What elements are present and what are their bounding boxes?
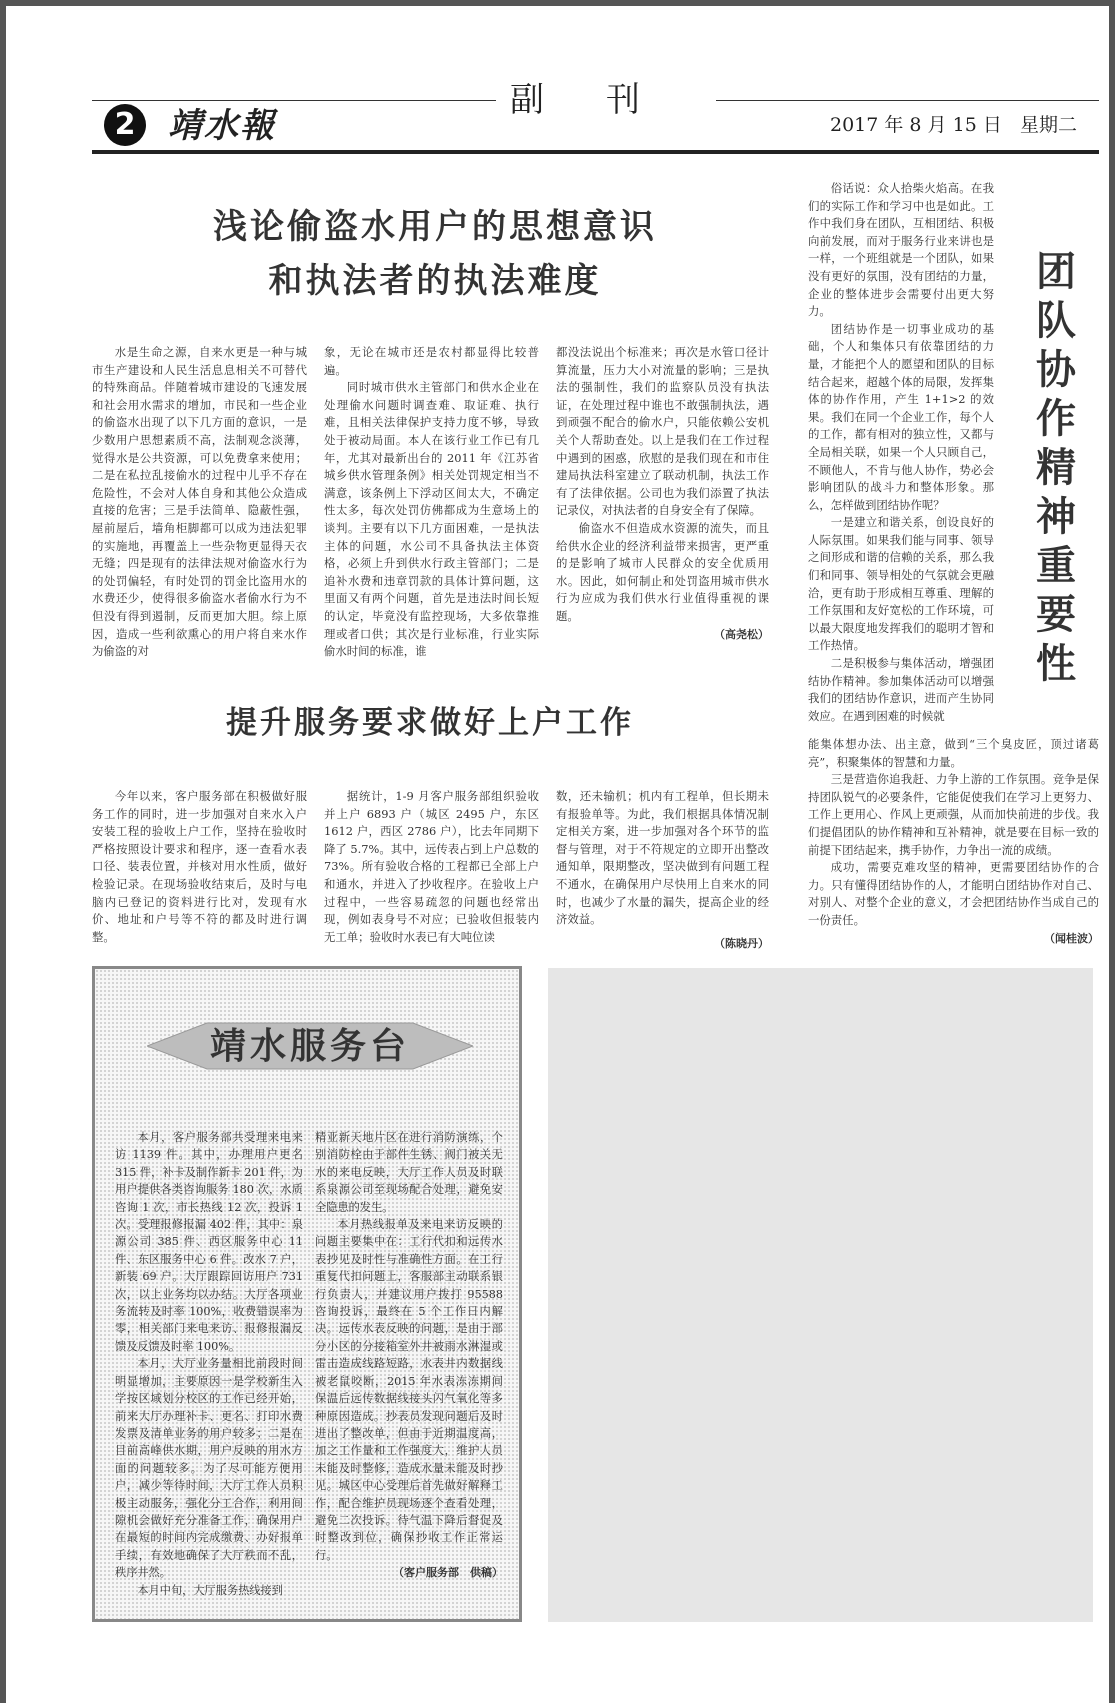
service-column-1	[115, 1129, 303, 1599]
article3-upper-column	[808, 180, 994, 725]
article1-column-1	[92, 344, 307, 661]
article2-byline: （陈晓丹）	[714, 936, 769, 950]
article3-vertical-title	[1026, 248, 1086, 689]
article1-byline: （高尧松）	[714, 627, 769, 641]
paragraph: 偷盗水不但造成水资源的流失，而且给供水企业的经济利益带来损害，更严重的是影响了城市人民群众的安全优质用水。因此，如何制止和处罚盗用城市供水行为应成为我们供水行业值得重视的课题。	[556, 520, 769, 623]
paragraph: 俗话说：众人拾柴火焰高。在我们的实际工作和学习中也是如此。工作中我们身在团队，互相团结、积极向前发展，而对于服务行业来讲也是一样，一个班组就是一个团队，如果没有更好的氛围，没有团结的力量，企业的整体进步会需要付出更大努力。	[808, 181, 994, 319]
paragraph: 成功，需要克难攻坚的精神，更需要团结协作的合力。只有懂得团结协作的人，才能明白团结协作对自己、对别人、对整个企业的意义，才会把团结协作当成自己的一份责任。	[808, 860, 1099, 927]
paragraph: 同时城市供水主管部门和供水企业在处理偷水问题时调查难、取证难、执行难，且相关法律保护支持力度不够，导致处于被动局面。本人在该行业工作已有几年，尤其对最新出台的 2011 年《江苏省城乡供水管理条例》相关处罚规定相当不满意，该条例上下浮动区间太大，不确定性太多，每次处罚仿佛都成为生意场上的谈判。主要有以下几方面困难，一是执法主体的问题，水公司不具备执法主体资格，必须上升到供水行政主管部门；二是追补水费和违章罚款的具体计算问题，这里面又有两个问题，首先是违法时间长短的认定，毕竟没有监控现场，大多依靠推理或者口供；其次是行业标准，行业实际偷水时间的标准，谁	[324, 380, 539, 659]
paragraph: 能集体想办法、出主意，做到“三个臭皮匠，顶过诸葛亮”，积聚集体的智慧和力量。	[808, 737, 1099, 769]
title-char: 重	[1036, 543, 1076, 589]
article2-column-2	[324, 788, 539, 946]
service-banner	[147, 1013, 473, 1079]
paragraph: 本月中旬，大厅服务热线接到	[137, 1583, 283, 1597]
dateline	[830, 112, 1077, 138]
title-char: 要	[1036, 592, 1076, 638]
issue-weekday: 星期二	[1019, 114, 1077, 136]
paragraph: 今年以来，客户服务部在积极做好服务工作的同时，进一步加强对自来水入户安装工程的验收上户工作，坚持在验收时严格按照设计要求和程序，逐一查看水表口径、装表位置，并核对用水性质，做好检验记录。在现场验收结束后，及时与电脑内已登记的资料进行比对，发现有水价、地址和户号等不符的都及时进行调整。	[92, 789, 307, 944]
paragraph: 象，无论在城市还是农村都显得比较普遍。	[324, 345, 539, 377]
article3-lower-column	[808, 736, 1099, 947]
blank-gray-panel	[548, 968, 1093, 1622]
article2-column-1	[92, 788, 307, 946]
title-char: 精	[1036, 445, 1076, 491]
paragraph: 都没法说出个标准来；再次是水管口径计算流量，压力大小对流量的影响；三是执法的强制性，我们的监察队员没有执法证，在处理过程中谁也不敢强制执法，遇到顽强不配合的偷水户，只能依赖公安机关个人帮助查处。以上是我们在工作过程中遇到的困惑，欣慰的是我们现在和市住建局执法科室建立了联动机制，执法工作有了法律依据。公司也为我们添置了执法记录仪，对执法者的自身安全有了保障。	[556, 345, 769, 518]
paragraph: 本月，大厅业务量相比前段时间明显增加，主要原因一是学校新生入学按区域划分校区的工作已经开始，前来大厅办理补卡、更名、打印水费发票及清单业务的用户较多；二是在目前高峰供水期，用户反映的用水方面的问题较多。为了尽可能方便用户，减少等待时间，大厅工作人员积极主动服务，强化分工合作，利用间隙机会做好充分准备工作，确保用户在最短的时间内完成缴费、办好报单手续，有效地确保了大厅秩而不乱，秩序井然。	[115, 1357, 303, 1580]
header-thick-rule	[92, 150, 1099, 154]
issue-date: 2017 年 8 月 15 日	[830, 114, 1002, 136]
service-byline: （客户服务部 供稿）	[393, 1566, 503, 1580]
paragraph: 数，还未输机；机内有工程单，但长期未有报验单等。为此，我们根据具体情况制定相关方案，进一步加强对各个环节的监督与管理，对于不符规定的立即开出整改通知单，限期整改，坚决做到有问题工程不通水，在确保用户尽快用上自来水的同时，也减少了水量的漏失，提高企业的经济效益。	[556, 789, 769, 927]
title-char: 队	[1036, 298, 1076, 344]
service-column-2	[315, 1129, 503, 1582]
paragraph: 精亚新天地片区在进行消防演练，个别消防栓由于部件生锈、阀门被关无水的来电反映，大厅工作人员及时联系泉源公司至现场配合处理，避免安全隐患的发生。	[315, 1131, 503, 1214]
article1-column-2	[324, 344, 539, 661]
title-char: 神	[1036, 494, 1076, 540]
title-char: 团	[1036, 249, 1076, 295]
paragraph: 一是建立和谐关系，创设良好的人际氛围。如果我们能与同事、领导之间形成和谐的信赖的关系，那么我们和同事、领导相处的气氛就会更融洽，更有助于形成相互尊重、理解的工作氛围和友好宽松的工作环境，可以最大限度地发挥我们的聪明才智和工作热情。	[808, 515, 994, 653]
article1-title	[150, 200, 720, 308]
paragraph: 二是积极参与集体活动，增强团结协作精神。参加集体活动可以增强我们的团结协作意识，进而产生协同效应。在遇到困难的时候就	[808, 656, 994, 723]
article2-column-3	[556, 788, 769, 952]
paragraph: 本月，客户服务部共受理来电来访 1139 件。其中，办理用户更名 315 件，补卡及制作新卡 201 件，为用户提供各类咨询服务 180 次，水质咨询 1 次，市长热线 12 次，投诉 1 次。受理报修报漏 402 件，其中：泉源公司 385 件、西区服务中心 11 件、东区服务中心 6 件。改水 7 户，新装 69 户。大厅跟踪回访用户 731 次，以上业务均以办结。大厅各项业务流转及时率 100%，收费错误率为零，相关部门来电来访、报修报漏反馈及反馈及时率 100%。	[115, 1131, 303, 1353]
article1-title-line1: 浅论偷盗水用户的思想意识	[213, 207, 657, 247]
paragraph: 本月热线报单及来电来访反映的问题主要集中在：工行代扣和远传水表抄见及时性与准确性方面。在工行重复代扣问题上，客服部主动联系银行负责人，并建议用户拨打 95588 咨询投诉，最终在 5 个工作日内解决。远传水表反映的问题，是由于部分小区的分接箱室外井被雨水淋湿或雷击造成线路短路，水表井内数据线被老鼠咬断，2015 年水表冻冻期间保温后远传数据线接头闪气氧化等多种原因造成。抄表员发现问题后及时进出了整改单，但由于近期温度高，加之工作量和工作强度大，维护人员未能及时整修，造成水量未能及时抄见。城区中心受理后首先做好解释工作，配合维护员现场逐个查看处理，避免二次投诉。待气温下降后督促及时整改到位，确保抄收工作正常运行。	[315, 1218, 503, 1562]
paragraph: 水是生命之源，自来水更是一种与城市生产建设和人民生活息息相关不可替代的特殊商品。伴随着城市建设的飞速发展和社会用水需求的增加，市民和一些企业的偷盗水出现了以下几方面的意识，一是少数用户思想素质不高，法制观念淡薄，觉得水是公共资源，可以免费拿来使用；二是在私拉乱接偷水的过程中儿乎不存在危险性，不会对人体自身和其他公众造成直接的危害；三是手法简单、隐蔽性强，屋前屋后，墙角柜脚都可以成为违法犯罪的实施地，再覆盖上一些杂物更显得天衣无缝；四是现有的法律法规对偷盗水行为的处罚偏轻，有时处罚的罚金比盗用水的水费还少，使得很多偷盗水者偷水行为不但没有得到遏制，反而更加大胆。综上原因，造成一些利欲熏心的用户将自来水作为偷盗的对	[92, 345, 307, 659]
article1-column-3	[556, 344, 769, 643]
title-char: 协	[1036, 347, 1076, 393]
section-title: 副刊	[496, 80, 716, 120]
paragraph: 据统计，1-9 月客户服务部组织验收并上户 6893 户（城区 2495 户，东区 1612 户，西区 2786 户），比去年同期下降了 5.7%。其中，远传表占到上户总数的 73%。所有验收合格的工程都已全部上户和通水，并进入了抄收程序。在验收上户过程中，一些容易疏忽的问题也经常出现，例如表身号不对应；已验收但报装内无工单；验收时水表已有大吨位读	[324, 789, 539, 944]
article2-title: 提升服务要求做好上户工作	[226, 705, 634, 741]
service-banner-title: 靖水服务台	[209, 1025, 410, 1067]
service-desk-box	[92, 966, 522, 1622]
article3-byline: （闻桂波）	[1044, 931, 1099, 945]
paragraph: 三是营造你追我赶、力争上游的工作氛围。竞争是保持团队锐气的必要条件，它能促使我们在学习上更努力、工作上更用心、作风上更顽强，从而加快前进的步伐。我们提倡团队的协作精神和互补精神，就是要在目标一致的前提下团结起来，携手协作，力争出一流的成绩。	[808, 772, 1099, 857]
article1-title-line2: 和执法者的执法难度	[268, 261, 602, 301]
title-char: 性	[1036, 641, 1076, 687]
paper-name: 靖水報	[168, 106, 276, 146]
title-char: 作	[1036, 396, 1076, 442]
paragraph: 团结协作是一切事业成功的基础，个人和集体只有依靠团结的力量，才能把个人的愿望和团队的目标结合起来，超越个体的局限，发挥集体的协作作用，产生 1+1>2 的效果。我们在同一个企业工作，每个人的工作，都有相对的独立性，又都与全局相关联，如果一个人只顾自己，不顾他人，不肯与他人协作，势必会影响团队的战斗力和整体形象。那么，怎样做到团结协作呢？	[808, 321, 994, 512]
issue-number-badge: 2	[104, 104, 146, 146]
